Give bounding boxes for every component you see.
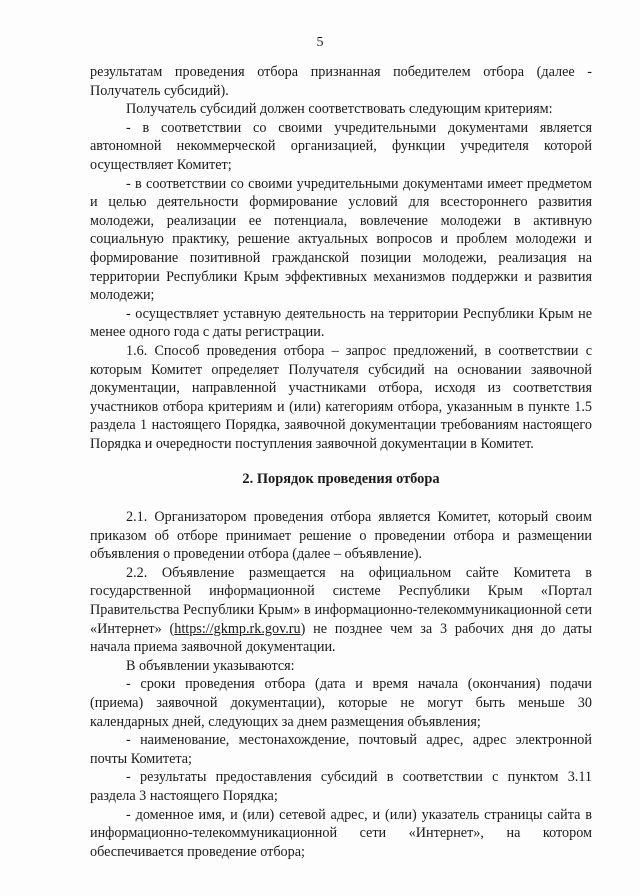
document-body — [90, 63, 592, 861]
paragraph-2-2-text-end: ) не позднее чем за 3 рабочих дня до даты начала приема заявочной документации. — [90, 620, 592, 656]
paragraph-2-2 — [90, 564, 592, 657]
portal-link[interactable]: https://gkmp.rk.gov.ru — [174, 620, 301, 637]
paragraph-1-6: 1.6. Способ проведения отбора – запрос предложений, в соответствии с которым Комитет определяет Получателя субсидий на основании заявочной документации, направленной участниками отбора, исходя из соответствия участников отбора критериям и (или) категориям отбора, указанным в пункте 1.5 раздела 1 настоящего Порядка, заявочной документации требованиям настоящего Порядка и очередности поступления заявочной документации в Комитет. — [90, 342, 592, 452]
page-number: 5 — [316, 35, 324, 50]
paragraph-2-1: 2.1. Организатором проведения отбора является Комитет, который своим приказом об отборе принимает решение о проведении отбора и размещении объявления о проведении отбора (далее – объявление). — [90, 509, 592, 563]
paragraph-criterion-3: - осуществляет уставную деятельность на территории Республики Крым не менее одного года с даты регистрации. — [90, 305, 592, 341]
paragraph-continuation: результатам проведения отбора признанная победителем отбора (далее - Получатель субсидий). — [90, 64, 592, 99]
list-item-committee-address: - наименование, местонахождение, почтовый адрес, адрес электронной почты Комитета; — [90, 732, 592, 767]
list-item-results: - результаты предоставления субсидий в соответствии с пунктом 3.11 раздела 3 настоящего Порядка; — [90, 769, 592, 804]
section-heading: 2. Порядок проведения отбора — [242, 471, 440, 488]
paragraph-criterion-2: - в соответствии со своими учредительными документами имеет предметом и целью деятельности формирование условий для всестороннего развития молодежи, реализации ее потенциала, вовлечение молодежи в активную социальную практику, решение актуальных вопросов и проблем молодежи и формирование позитивной гражданской позиции молодежи, реализация на территории Республики Крым эффективных механизмов поддержки и развития молодежи; — [90, 175, 592, 304]
paragraph-criterion-1: - в соответствии со своими учредительными документами является автономной некоммерческой организацией, функции учредителя которой осуществляет Комитет; — [90, 119, 592, 173]
list-item-domain: - доменное имя, и (или) сетевой адрес, и (или) указатель страницы сайта в информационно-телекоммуникационной сети «Интернет», на котором обеспечивается проведение отбора; — [90, 806, 592, 860]
list-item-deadlines: - сроки проведения отбора (дата и время начала (окончания) подачи (приема) заявочной документации), которые не могут быть меньше 30 календарных дней, следующих за днем размещения объявления; — [90, 676, 592, 730]
paragraph-2-2-text-start: 2.2. Объявление размещается на официальном сайте Комитета в государственной информационной системе Республики Крым «Портал Правительства Республики Крым» в информационно-телекоммуникационной сети «Интернет» ( — [90, 564, 592, 637]
paragraph-criteria-intro: Получатель субсидий должен соответствовать следующим критериям: — [126, 101, 553, 118]
paragraph-announcement-intro: В объявлении указываются: — [126, 657, 295, 674]
